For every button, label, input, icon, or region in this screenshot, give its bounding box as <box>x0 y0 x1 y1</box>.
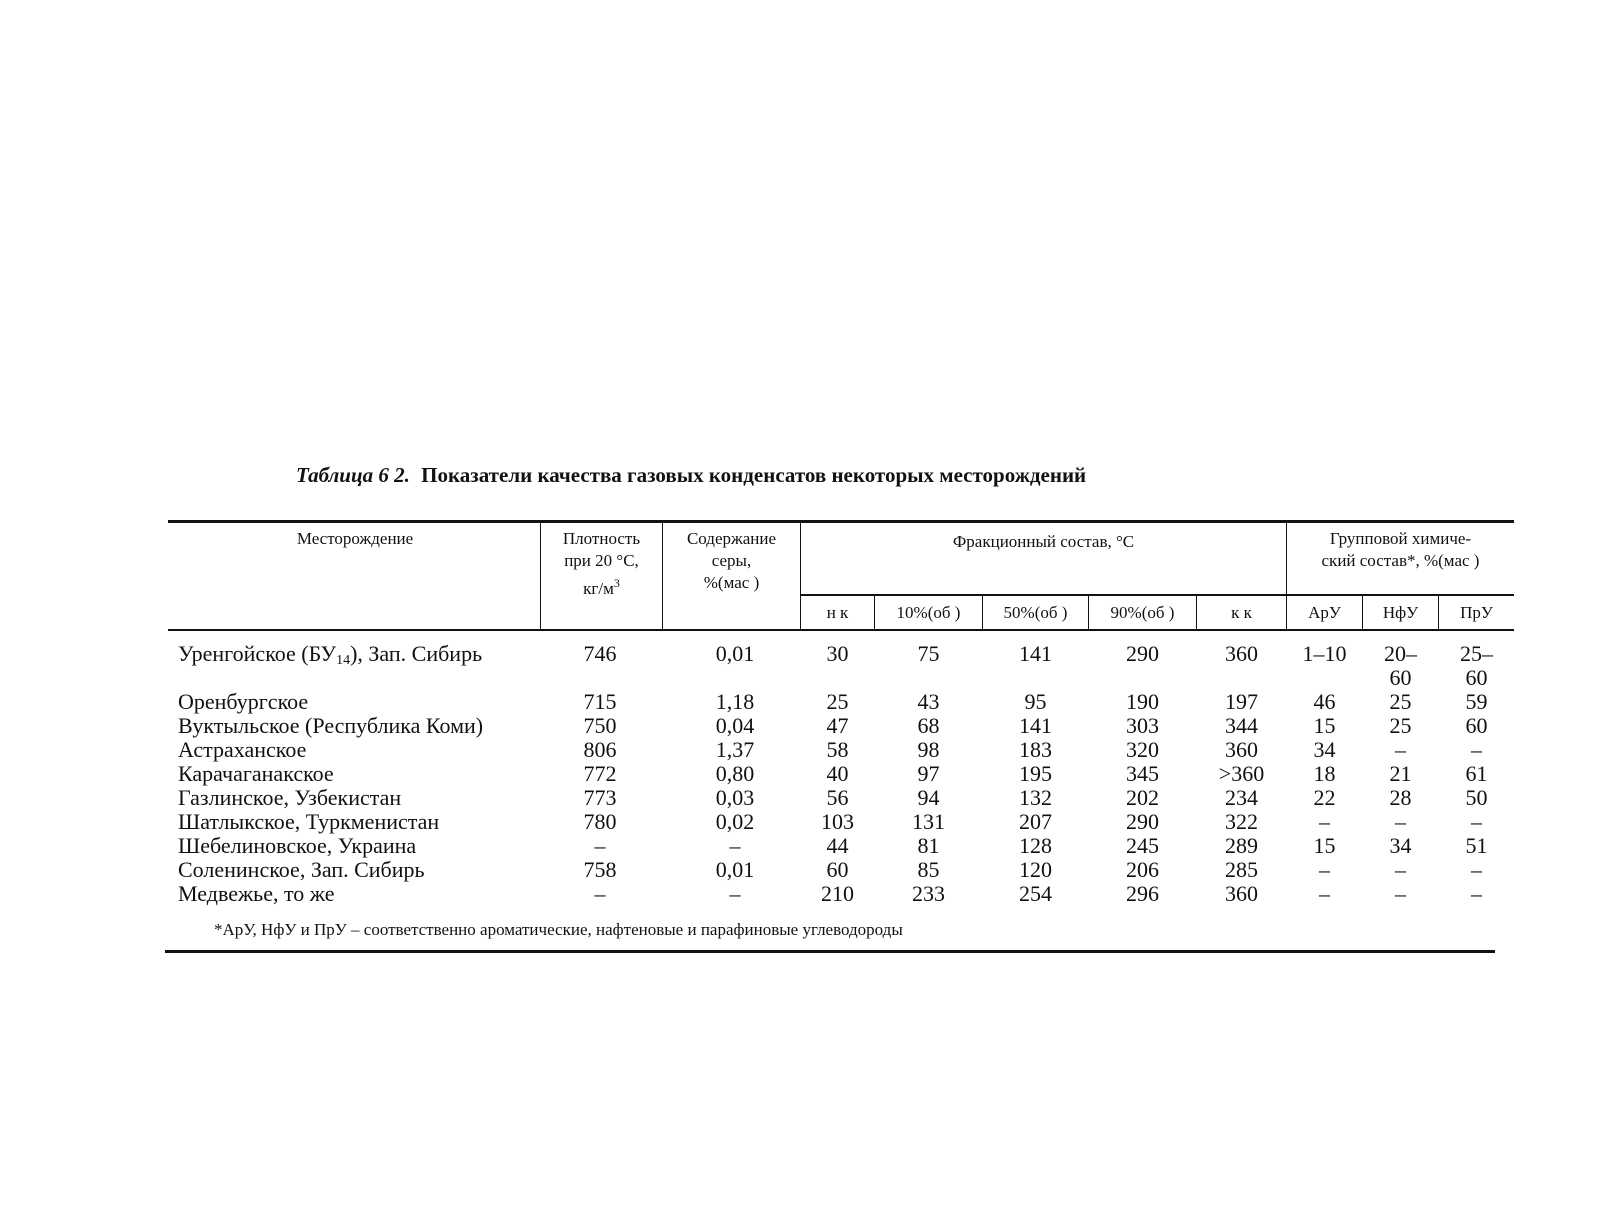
cell-density: 780 <box>583 809 617 834</box>
cell-sulfur: 0,02 <box>715 809 755 834</box>
cell-nfu: – <box>1395 737 1406 762</box>
cell-p50: 141 <box>1019 713 1052 738</box>
cell-p90: 320 <box>1126 737 1159 762</box>
field-name-cell <box>178 810 439 834</box>
cell-p10: 233 <box>912 881 945 906</box>
header-sulfur <box>663 528 800 594</box>
cell-p90: 206 <box>1126 857 1159 882</box>
cell-p90: 296 <box>1126 881 1159 906</box>
cell-pru: – <box>1471 857 1482 882</box>
field-name-cell <box>178 738 306 762</box>
cell-p10: 81 <box>917 833 940 858</box>
cell-aru: 15 <box>1313 833 1336 858</box>
cell-sulfur: – <box>729 833 741 858</box>
header-field <box>170 528 540 550</box>
cell-p90: 303 <box>1126 713 1159 738</box>
cell-pru: 60 <box>1465 713 1488 738</box>
table-footnote: *АрУ, НфУ и ПрУ – соответственно ароматические, нафтеновые и парафиновые углеводороды <box>214 920 903 939</box>
cell-nfu: 25 <box>1389 713 1412 738</box>
cell-p50: 195 <box>1019 761 1052 786</box>
field-name: Карачаганакское <box>178 761 334 786</box>
header-fraction-label: Фракционный состав, °С <box>952 532 1135 551</box>
cell-nk: 58 <box>826 737 849 762</box>
cell-aru: 1–10 <box>1302 641 1347 666</box>
subheader-kk: к к <box>1231 603 1252 622</box>
cell-p10: 75 <box>917 641 940 666</box>
cell-nfu <box>1363 642 1438 690</box>
cell-pru: – <box>1471 881 1482 906</box>
cell-density: – <box>594 881 606 906</box>
cell-p10: 131 <box>912 809 945 834</box>
header-density <box>541 528 662 600</box>
field-name-cell <box>178 762 334 786</box>
cell-pru <box>1439 642 1514 690</box>
field-name: Газлинское, Узбекистан <box>178 785 402 810</box>
header-bottom-rule <box>168 629 1514 631</box>
cell-sulfur: 0,04 <box>715 713 755 738</box>
cell-pru: 59 <box>1465 689 1488 714</box>
cell-aru: – <box>1319 881 1330 906</box>
cell-pru: 51 <box>1465 833 1488 858</box>
cell-nk: 30 <box>826 641 849 666</box>
field-name: Астраханское <box>178 737 307 762</box>
header-group-line2: ский состав*, %(мас ) <box>1321 551 1480 570</box>
cell-aru: – <box>1319 857 1330 882</box>
cell-density: 750 <box>583 713 617 738</box>
cell-kk: 285 <box>1225 857 1258 882</box>
cell-sulfur: 0,01 <box>715 641 755 666</box>
cell-sulfur: – <box>729 881 741 906</box>
cell-nk: 60 <box>826 857 849 882</box>
cell-nfu-line: 60 <box>1389 665 1412 690</box>
cell-p90: 202 <box>1126 785 1159 810</box>
cell-sulfur: 0,01 <box>715 857 755 882</box>
header-density-unit-power: 3 <box>613 576 620 590</box>
cell-sulfur: 1,18 <box>715 689 755 714</box>
subheader-10: 10%(об ) <box>896 603 961 622</box>
cell-p50: 207 <box>1019 809 1052 834</box>
header-density-line3 <box>541 572 662 600</box>
field-name-cell <box>178 690 308 714</box>
table-number: Таблица 6 2. <box>296 463 410 487</box>
cell-p50: 183 <box>1019 737 1052 762</box>
field-name-tail: ), Зап. Сибирь <box>350 641 483 666</box>
cell-density: 758 <box>583 857 617 882</box>
header-fraction <box>801 531 1286 553</box>
top-rule <box>168 520 1514 523</box>
bottom-rule <box>165 950 1495 953</box>
field-name: Оренбургское <box>178 689 309 714</box>
cell-pru: 50 <box>1465 785 1488 810</box>
header-sulfur-line3: %(мас ) <box>703 573 760 592</box>
cell-nk: 44 <box>826 833 849 858</box>
cell-sulfur: 1,37 <box>715 737 755 762</box>
subheader-nk: н к <box>826 603 849 622</box>
subheader-90: 90%(об ) <box>1110 603 1175 622</box>
field-name-cell <box>178 714 483 738</box>
table-caption <box>296 463 1086 488</box>
field-name-cell <box>178 858 425 882</box>
cell-nk: 103 <box>821 809 854 834</box>
cell-aru: 15 <box>1313 713 1336 738</box>
cell-kk: 360 <box>1225 737 1258 762</box>
cell-nfu: 25 <box>1389 689 1412 714</box>
cell-kk: 197 <box>1225 689 1258 714</box>
cell-p10: 68 <box>917 713 940 738</box>
subheader-50: 50%(об ) <box>1003 603 1068 622</box>
cell-density: 806 <box>583 737 617 762</box>
cell-p50: 254 <box>1019 881 1052 906</box>
field-name: Соленинское, Зап. Сибирь <box>178 857 425 882</box>
cell-kk: 360 <box>1225 641 1258 666</box>
cell-kk: 289 <box>1225 833 1258 858</box>
header-group <box>1287 528 1514 572</box>
cell-p50: 120 <box>1019 857 1052 882</box>
cell-p10: 97 <box>917 761 940 786</box>
cell-density: 715 <box>583 689 617 714</box>
field-name-cell <box>178 834 416 858</box>
cell-nfu: – <box>1395 809 1406 834</box>
field-name: Шебелиновское, Украина <box>178 833 417 858</box>
cell-nfu: 28 <box>1389 785 1412 810</box>
cell-p90: 190 <box>1126 689 1159 714</box>
header-density-unit: кг/м <box>583 579 614 598</box>
cell-nk: 40 <box>826 761 849 786</box>
header-field-label: Месторождение <box>296 529 414 548</box>
field-name: Уренгойское (БУ <box>178 641 337 666</box>
field-name: Медвежье, то же <box>178 881 335 906</box>
cell-aru: 22 <box>1313 785 1336 810</box>
cell-pru: – <box>1471 809 1482 834</box>
cell-pru-line: 60 <box>1465 665 1488 690</box>
cell-density: – <box>594 833 606 858</box>
field-name-cell <box>178 786 401 810</box>
field-name-cell <box>178 642 482 673</box>
cell-aru: – <box>1319 809 1330 834</box>
cell-nfu: – <box>1395 857 1406 882</box>
field-name-cell <box>178 882 334 906</box>
cell-p10: 85 <box>917 857 940 882</box>
cell-nk: 25 <box>826 689 849 714</box>
field-name-subscript: 14 <box>336 653 351 668</box>
field-name: Вуктыльское (Республика Коми) <box>178 713 484 738</box>
cell-kk: 344 <box>1225 713 1258 738</box>
cell-p90: 245 <box>1126 833 1159 858</box>
header-density-line2: при 20 °С, <box>564 551 639 570</box>
field-name: Шатлыкское, Туркменистан <box>178 809 440 834</box>
cell-nfu: – <box>1395 881 1406 906</box>
cell-pru: – <box>1471 737 1482 762</box>
cell-density: 746 <box>583 641 617 666</box>
header-density-line1: Плотность <box>562 529 641 548</box>
cell-kk: 322 <box>1225 809 1258 834</box>
cell-p90: 345 <box>1126 761 1159 786</box>
table-title: Показатели качества газовых конденсатов некоторых месторождений <box>421 463 1087 487</box>
cell-density: 773 <box>583 785 617 810</box>
cell-p90: 290 <box>1126 641 1159 666</box>
subheader-aru: АрУ <box>1308 603 1341 622</box>
header-sulfur-line2: серы, <box>711 551 752 570</box>
cell-p10: 94 <box>917 785 940 810</box>
cell-aru: 34 <box>1313 737 1336 762</box>
cell-nfu: 34 <box>1389 833 1412 858</box>
cell-p50: 128 <box>1019 833 1052 858</box>
header-sulfur-line1: Содержание <box>686 529 777 548</box>
cell-pru: 61 <box>1465 761 1488 786</box>
header-group-line1: Групповой химиче- <box>1329 529 1472 548</box>
cell-nk: 47 <box>826 713 849 738</box>
cell-kk: 360 <box>1225 881 1258 906</box>
cell-aru: 46 <box>1313 689 1336 714</box>
cell-sulfur: 0,80 <box>715 761 755 786</box>
cell-p50: 95 <box>1024 689 1047 714</box>
cell-pru-line: 25– <box>1460 641 1493 666</box>
cell-nk: 56 <box>826 785 849 810</box>
cell-nfu: 21 <box>1389 761 1412 786</box>
cell-kk: 234 <box>1225 785 1258 810</box>
cell-p10: 98 <box>917 737 940 762</box>
subheader-pru: ПрУ <box>1460 603 1493 622</box>
cell-density: 772 <box>583 761 617 786</box>
cell-p10: 43 <box>917 689 940 714</box>
cell-aru: 18 <box>1313 761 1336 786</box>
cell-nk: 210 <box>821 881 854 906</box>
cell-kk: >360 <box>1218 761 1265 786</box>
cell-p50: 132 <box>1019 785 1052 810</box>
subheader-nfu: НфУ <box>1382 603 1419 622</box>
cell-p50: 141 <box>1019 641 1052 666</box>
cell-p90: 290 <box>1126 809 1159 834</box>
cell-sulfur: 0,03 <box>715 785 755 810</box>
cell-nfu-line: 20– <box>1384 641 1417 666</box>
subheader-rule <box>800 594 1514 596</box>
